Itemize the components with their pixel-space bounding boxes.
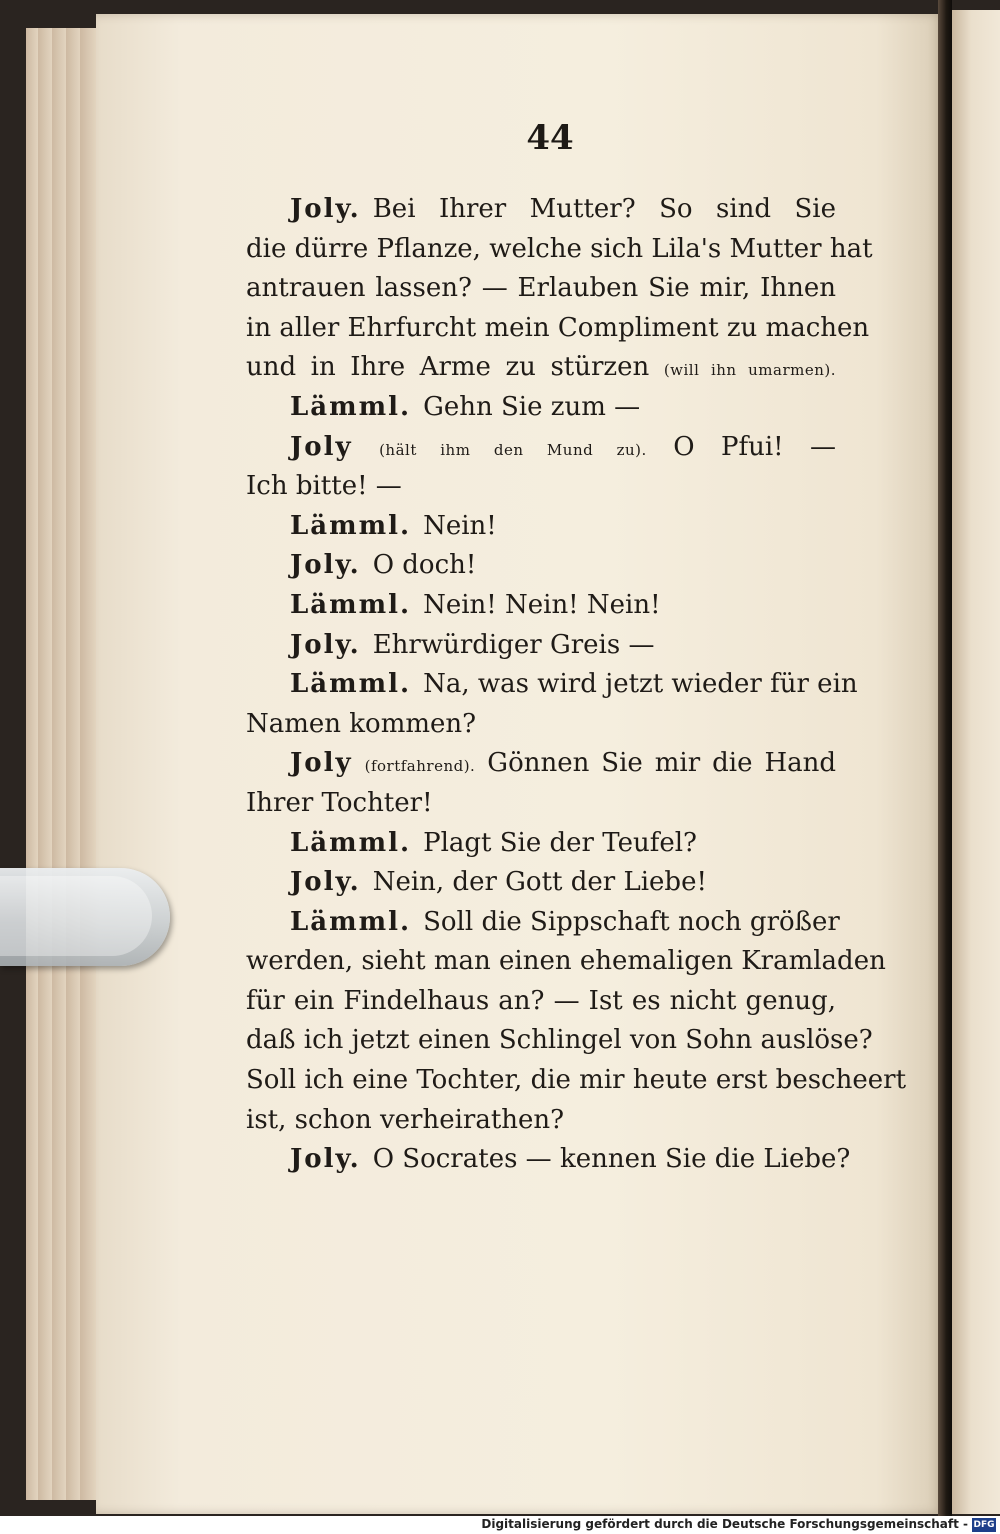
- speaker-name: Joly: [290, 748, 353, 779]
- footer-credit: Digitalisierung gefördert durch die Deutsche Forschungsgemeinschaft -: [481, 1517, 968, 1531]
- text-line: [246, 1140, 851, 1180]
- dfg-logo-icon: DFG: [973, 1520, 995, 1530]
- page-text: [246, 190, 907, 1180]
- stage-direction: (fortfahrend).: [364, 757, 476, 776]
- text-line: [246, 824, 836, 864]
- text-line: antrauen lassen? — Erlauben Sie mir, Ihnen: [246, 273, 836, 304]
- page-clip: [0, 868, 170, 966]
- page-edge: [38, 28, 53, 1500]
- text-line: [246, 388, 836, 428]
- dialogue-text: O doch!: [372, 550, 477, 581]
- speaker-name: Lämml.: [290, 589, 412, 620]
- facing-page-edge: [952, 10, 1000, 1514]
- dialogue-text: Ehrwürdiger Greis —: [372, 629, 655, 660]
- dialogue-text: Gönnen Sie mir die Hand: [487, 748, 837, 779]
- speaker-name: Lämml.: [290, 906, 412, 937]
- page-edge: [80, 28, 97, 1500]
- text-line: Namen kommen?: [246, 708, 477, 739]
- dialogue-text: und in Ihre Arme zu stürzen: [246, 352, 650, 383]
- text-line: werden, sieht man einen ehemaligen Kramladen: [246, 946, 886, 977]
- dialogue-text: Bei Ihrer Mutter? So sind Sie: [372, 194, 836, 224]
- text-line: in aller Ehrfurcht mein Compliment zu machen: [246, 312, 870, 343]
- dialogue-text: Gehn Sie zum —: [423, 391, 641, 422]
- page-edge: [52, 28, 67, 1500]
- dialogue-text: Nein!: [423, 510, 497, 541]
- speaker-name: Lämml.: [290, 510, 412, 541]
- page-clip-highlight: [0, 876, 152, 956]
- speaker-name: Joly.: [290, 194, 361, 224]
- text-line: [246, 903, 840, 943]
- page-edge: [66, 28, 81, 1500]
- text-line: [246, 744, 836, 784]
- dialogue-text: Nein! Nein! Nein!: [423, 589, 661, 620]
- text-line: [246, 586, 836, 626]
- footer-bar: [0, 1516, 1000, 1534]
- text-line: daß ich jetzt einen Schlingel von Sohn auslöse?: [246, 1025, 873, 1056]
- page-number: 44: [526, 118, 574, 158]
- speaker-name: Joly.: [290, 550, 361, 581]
- text-line: [246, 428, 836, 468]
- dialogue-text: Nein, der Gott der Liebe!: [372, 867, 707, 898]
- stage-direction: (will ihn umarmen).: [663, 361, 836, 380]
- text-line: ist, schon verheirathen?: [246, 1104, 565, 1135]
- speaker-name: Joly: [290, 431, 353, 462]
- text-line: Ihrer Tochter!: [246, 787, 433, 818]
- text-line: die dürre Pflanze, welche sich Lila's Mutter hat: [246, 233, 873, 264]
- text-line: Ich bitte! —: [246, 471, 402, 502]
- speaker-name: Lämml.: [290, 827, 412, 858]
- speaker-name: Joly.: [290, 629, 361, 660]
- speaker-name: Lämml.: [290, 669, 412, 700]
- dialogue-text: O Pfui! —: [673, 431, 837, 462]
- text-line: [246, 665, 858, 705]
- speaker-name: Joly.: [290, 1144, 361, 1175]
- book-gutter: [938, 0, 952, 1516]
- dialogue-text: Soll die Sippschaft noch größer: [423, 906, 840, 937]
- text-line: [246, 546, 836, 586]
- speaker-name: Joly.: [290, 867, 361, 898]
- text-line: [246, 507, 836, 547]
- text-line: [246, 190, 836, 230]
- text-line: [246, 626, 836, 666]
- speaker-name: Lämml.: [290, 391, 412, 422]
- text-line: [246, 863, 836, 903]
- text-line: [246, 348, 836, 388]
- dialogue-text: Plagt Sie der Teufel?: [423, 827, 697, 858]
- stage-direction: (hält ihm den Mund zu).: [379, 440, 647, 459]
- dialogue-text: O Socrates — kennen Sie die Liebe?: [372, 1144, 851, 1175]
- text-line: Soll ich eine Tochter, die mir heute erst bescheert: [246, 1065, 907, 1096]
- text-line: für ein Findelhaus an? — Ist es nicht genug,: [246, 985, 836, 1016]
- dialogue-text: Na, was wird jetzt wieder für ein: [423, 669, 858, 700]
